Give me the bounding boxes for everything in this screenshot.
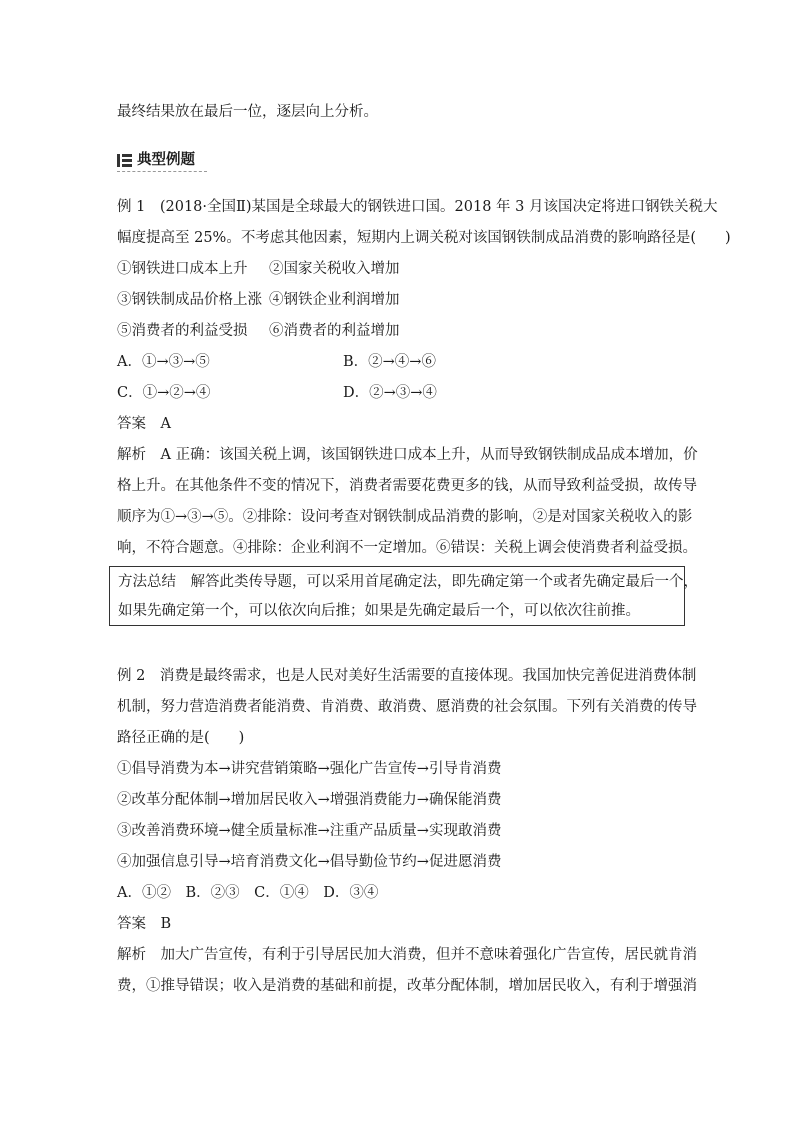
example2-stem-line: 机制，努力营造消费者能消费、肯消费、敢消费、愿消费的社会氛围。下列有关消费的传导 <box>117 699 697 715</box>
example2-item: ①倡导消费为本→讲究营销策略→强化广告宣传→引导肯消费 <box>117 761 502 777</box>
example1-answer: 答案 A <box>117 416 171 432</box>
method-summary-line: 方法总结 解答此类传导题，可以采用首尾确定法，即先确定第一个或者先确定最后一个， <box>118 574 698 590</box>
item-6: ⑥消费者的利益增加 <box>269 323 400 339</box>
option-a: A．①→③→⑤ <box>117 354 210 370</box>
option-c: C．①→②→④ <box>117 385 211 401</box>
section-heading-text: 典型例题 <box>137 152 195 168</box>
option-b: B．②→④→⑥ <box>343 354 436 370</box>
example2-stem-line: 路径正确的是( ) <box>117 730 245 746</box>
example1-analysis-line: 顺序为①→③→⑤。②排除：设问考查对钢铁制成品消费的影响，②是对国家关税收入的影 <box>117 509 693 525</box>
list-icon <box>117 154 132 167</box>
example1-option-row <box>117 383 437 403</box>
item-3: ③钢铁制成品价格上涨 <box>117 292 262 308</box>
section-heading <box>117 150 195 170</box>
example2-item: ②改革分配体制→增加居民收入→增强消费能力→确保能消费 <box>117 792 502 808</box>
example2-options: A．①② B．②③ C．①④ D．③④ <box>117 885 379 901</box>
example2-item: ④加强信息引导→培育消费文化→倡导勤俭节约→促进愿消费 <box>117 854 502 870</box>
option-d: D．②→③→④ <box>343 385 437 401</box>
example1-analysis-line: 格上升。在其他条件不变的情况下，消费者需要花费更多的钱，从而导致利益受损，故传导 <box>117 478 697 494</box>
example2-analysis-line: 解析 加大广告宣传，有利于引导居民加大消费，但并不意味着强化广告宣传，居民就肯消 <box>117 947 697 963</box>
method-summary-line: 如果先确定第一个，可以依次向后推；如果是先确定最后一个，可以依次往前推。 <box>118 603 640 619</box>
example1-item-row <box>117 321 400 341</box>
method-summary-box <box>109 566 698 626</box>
heading-divider <box>117 171 207 172</box>
example1-analysis-line: 响，不符合题意。④排除：企业利润不一定增加。⑥错误：关税上调会使消费者利益受损。 <box>117 540 697 556</box>
example1-item-row <box>117 259 400 279</box>
example2-answer: 答案 B <box>117 916 172 932</box>
example1-stem-line1: 例 1 (2018·全国Ⅱ)某国是全球最大的钢铁进口国。2018 年 3 月该国决定将进口钢铁关税大 <box>117 199 718 215</box>
example1-analysis-line: 解析 A 正确：该国关税上调，该国钢铁进口成本上升，从而导致钢铁制成品成本增加，价 <box>117 447 698 463</box>
item-2: ②国家关税收入增加 <box>269 261 400 277</box>
example2-stem-line: 例 2 消费是最终需求，也是人民对美好生活需要的直接体现。我国加快完善促进消费体制 <box>117 668 697 684</box>
intro-text: 最终结果放在最后一位，逐层向上分析。 <box>117 104 378 120</box>
example2-item: ③改善消费环境→健全质量标准→注重产品质量→实现敢消费 <box>117 823 502 839</box>
item-5: ⑤消费者的利益受损 <box>117 323 248 339</box>
example1-stem-line2: 幅度提高至 25%。不考虑其他因素，短期内上调关税对该国钢铁制成品消费的影响路径是( ) <box>117 230 731 246</box>
example1-item-row <box>117 290 400 310</box>
item-4: ④钢铁企业利润增加 <box>269 292 400 308</box>
item-1: ①钢铁进口成本上升 <box>117 261 248 277</box>
example1-option-row <box>117 352 436 372</box>
example2-analysis-line: 费，①推导错误；收入是消费的基础和前提，改革分配体制，增加居民收入，有利于增强消 <box>117 978 697 994</box>
